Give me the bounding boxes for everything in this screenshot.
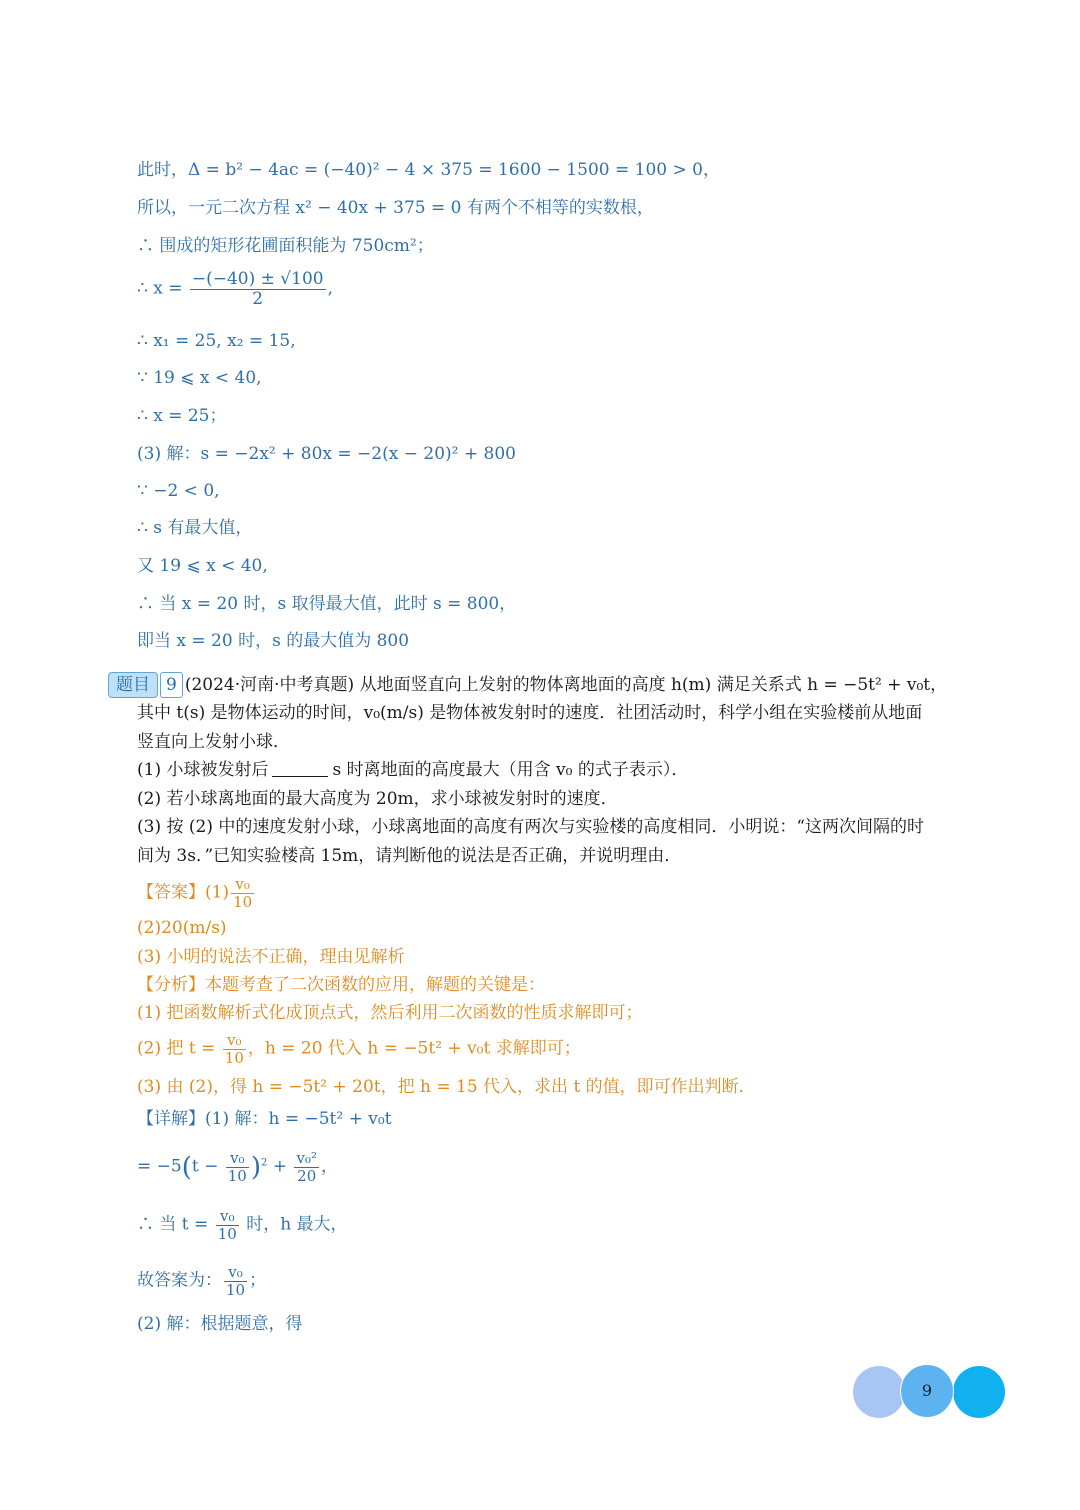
analysis-line-4: (3) 由 (2)，得 h = −5t² + 20t，把 h = 15 代入，求出 t 的值，即可作出判断． [137, 1077, 756, 1097]
problem-stem-line-2: 其中 t(s) 是物体运动的时间，v₀(m/s) 是物体被发射时的速度．社团活动时，科学小组在实验楼前从地面 [137, 703, 923, 723]
fraction: $\frac{\text{v₀}}{10}$ [226, 1263, 246, 1299]
fraction: $\frac{\text{v₀}}{10}$ [233, 875, 253, 911]
solution-line-1: 此时，Δ = b² − 4ac = (−40)² − 4 × 375 = 1600 − 1500 = 100 > 0， [137, 160, 720, 180]
detail-line-3: ∴ 当 t = $\frac{\text{v₀}}{10}$ 时，h 最大， [137, 1207, 348, 1243]
fraction: $\frac{\text{v₀}}{10}$ [217, 1207, 237, 1243]
problem-source: (2024·河南·中考真题) [184, 675, 355, 695]
question-2: (2) 若小球离地面的最大高度为 20m，求小球被发射时的速度． [137, 789, 618, 809]
solution-line-8: (3) 解：s = −2x² + 80x = −2(x − 20)² + 800 [137, 444, 516, 464]
answer-line-3: (3) 小明的说法不正确，理由见解析 [137, 947, 405, 967]
solution-line-3: ∴ 围成的矩形花圃面积能为 750cm²； [137, 236, 434, 256]
solution-line-6: ∵ 19 ⩽ x < 40, [137, 368, 262, 388]
fraction: $\frac{\text{v₀}}{10}$ [224, 1031, 244, 1067]
fraction: $\frac{\text{v₀}}{10}$ [227, 1149, 247, 1185]
fraction: $\frac{-(-40) \pm √100}{2}$ [191, 269, 324, 309]
solution-line-5: ∴ x₁ = 25, x₂ = 15, [137, 331, 296, 351]
answer-line-2: (2)20(m/s) [137, 918, 227, 938]
detail-label: 【详解】 [137, 1109, 205, 1129]
solution-line-12: ∴ 当 x = 20 时，s 取得最大值，此时 s = 800， [137, 594, 517, 614]
analysis-line-1: 【分析】本题考查了二次函数的应用，解题的关键是： [137, 975, 545, 995]
question-1: (1) 小球被发射后 s 时离地面的高度最大（用含 v₀ 的式子表示）． [137, 760, 689, 780]
solution-line-7: ∴ x = 25； [137, 406, 227, 426]
page-number: 9 [900, 1364, 954, 1418]
fraction: $\frac{\text{v₀²}}{20}$ [296, 1149, 317, 1185]
solution-line-11: 又 19 ⩽ x < 40, [137, 556, 268, 576]
question-3-line-2: 间为 3s．”已知实验楼高 15m，请判断他的说法是否正确，并说明理由． [137, 846, 682, 866]
problem-stem-line-3: 竖直向上发射小球． [137, 732, 290, 752]
answer-label: 【答案】 [137, 882, 205, 903]
detail-line-4: 故答案为： $\frac{\text{v₀}}{10}$ ； [137, 1263, 267, 1299]
detail-line-1: 【详解】(1) 解：h = −5t² + v₀t [137, 1109, 392, 1129]
question-3-line-1: (3) 按 (2) 中的速度发射小球，小球离地面的高度有两次与实验楼的高度相同．小明说：“这两次间隔的时 [137, 817, 925, 837]
detail-line-5: (2) 解：根据题意，得 [137, 1314, 303, 1334]
solution-line-2: 所以，一元二次方程 x² − 40x + 375 = 0 有两个不相等的实数根， [137, 198, 654, 218]
problem-stem: 从地面竖直向上发射的物体离地面的高度 h(m) 满足关系式 h = −5t² + v₀t， [354, 675, 948, 695]
analysis-label: 【分析】 [137, 975, 205, 995]
solution-line-4: ∴ x = $\frac{-(-40) \pm √100}{2}$ , [137, 269, 333, 309]
answer-blank [272, 758, 328, 777]
decor-circle-left [853, 1366, 905, 1418]
problem-tag: 题目 [108, 672, 158, 698]
answer-line-1: 【答案】(1) $\frac{\text{v₀}}{10}$ [137, 875, 253, 911]
problem-number: 9 [160, 672, 183, 698]
detail-line-2: = −5(t − $\frac{\text{v₀}}{10}$ )$^2$ + $\frac{\text{v₀²}}{20}$ ， [137, 1149, 338, 1185]
solution-line-9: ∵ −2 < 0, [137, 481, 220, 501]
analysis-line-3: (2) 把 t = $\frac{\text{v₀}}{10}$ ，h = 20 代入 h = −5t² + v₀t 求解即可； [137, 1031, 581, 1067]
problem-header [108, 672, 947, 698]
solution-line-10: ∴ s 有最大值， [137, 518, 253, 538]
analysis-line-2: (1) 把函数解析式化成顶点式，然后利用二次函数的性质求解即可； [137, 1003, 643, 1023]
solution-line-13: 即当 x = 20 时，s 的最大值为 800 [137, 631, 410, 651]
decor-circle-right [953, 1366, 1005, 1418]
